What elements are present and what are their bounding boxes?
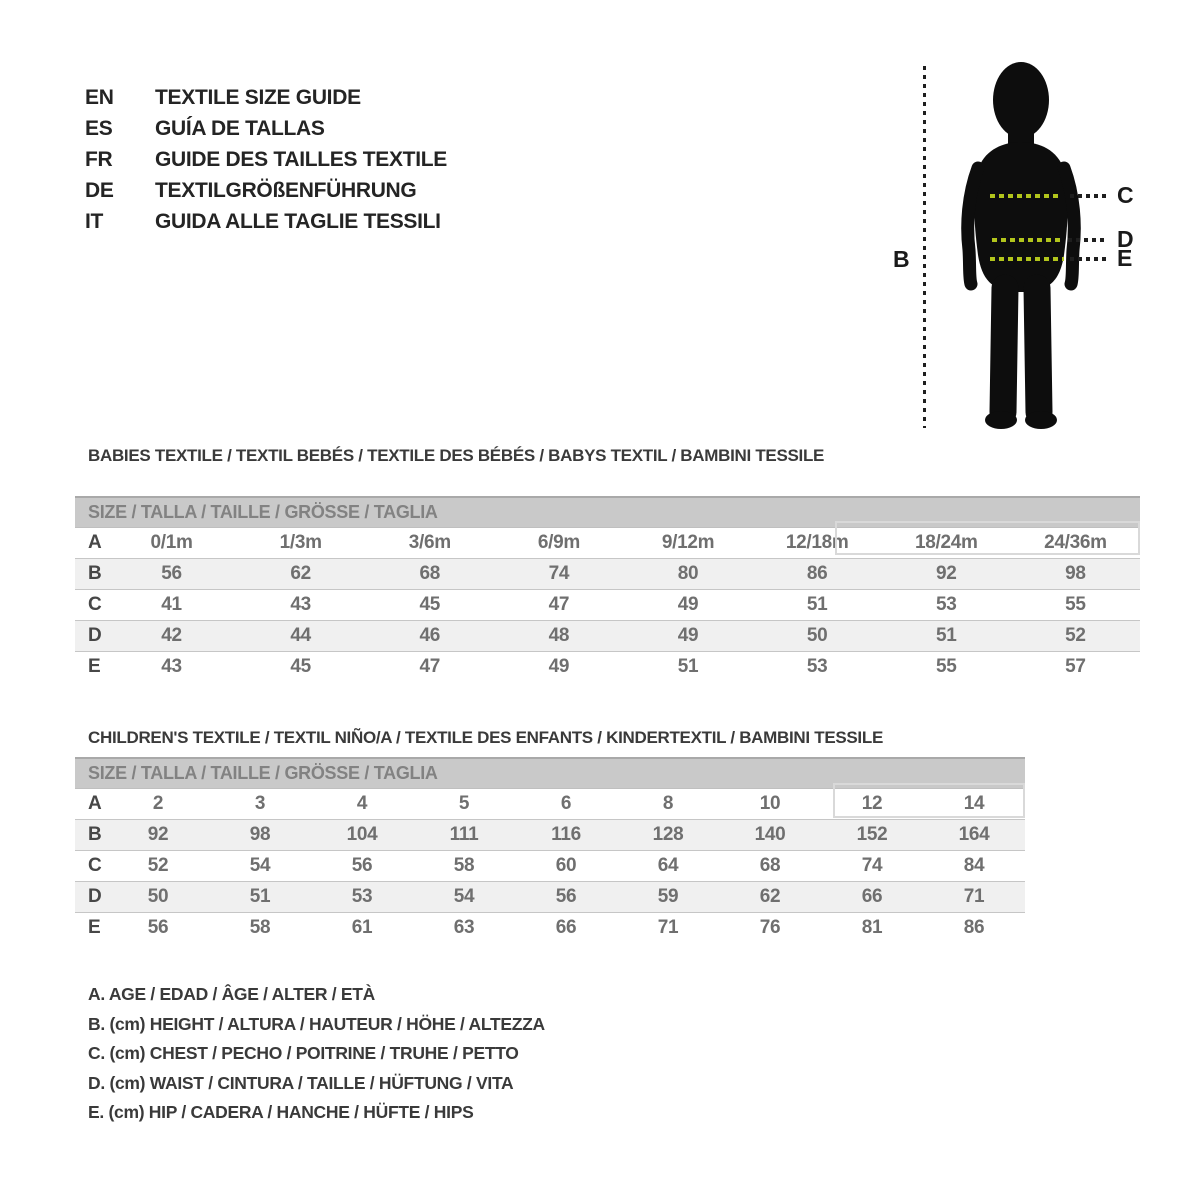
silhouette-right-leg [1037, 288, 1039, 412]
height-label: B [893, 246, 910, 272]
legend-item-chest: C. (cm) CHEST / PECHO / POITRINE / TRUHE / PETTO [88, 1043, 519, 1064]
measure-cell: 43 [161, 656, 182, 677]
measure-cell: 47 [548, 594, 570, 615]
size-cell: 6 [560, 793, 572, 814]
size-cell: 12/18m [785, 532, 849, 553]
hip-pointer-line [1070, 257, 1108, 261]
measure-cell: 41 [161, 594, 182, 615]
measure-cell: 92 [107, 820, 209, 851]
measure-cell: 56 [107, 559, 236, 590]
measure-cell: 48 [494, 621, 623, 652]
measure-cell: 51 [882, 621, 1011, 652]
measure-cell: 49 [624, 621, 753, 652]
measure-cell: 56 [351, 855, 373, 876]
row-label: A [88, 793, 102, 814]
measure-cell: 51 [677, 656, 699, 677]
measure-cell: 46 [365, 621, 494, 652]
measure-cell: 49 [548, 656, 570, 677]
child-silhouette [958, 60, 1086, 432]
silhouette-torso [974, 142, 1068, 292]
measure-cell: 68 [365, 559, 494, 590]
size-cell: 18/24m [914, 532, 978, 553]
measure-cell: 44 [236, 621, 365, 652]
measure-cell: 50 [107, 882, 209, 913]
table-row-age [75, 528, 1140, 559]
measure-cell: 55 [1065, 594, 1086, 615]
measure-cell: 58 [453, 855, 475, 876]
measure-cell: 45 [290, 656, 311, 677]
measure-cell: 49 [677, 594, 699, 615]
table-header: SIZE / TALLA / TAILLE / GRÖSSE / TAGLIA [75, 758, 1025, 789]
size-cell: 4 [356, 793, 368, 814]
silhouette-left-leg [1003, 288, 1005, 412]
measure-cell: 98 [1011, 559, 1140, 590]
measure-cell: 62 [236, 559, 365, 590]
measure-cell: 53 [311, 882, 413, 913]
babies-section-title: BABIES TEXTILE / TEXTIL BEBÉS / TEXTILE DES BÉBÉS / BABYS TEXTIL / BAMBINI TESSILE [88, 446, 825, 465]
measure-cell: 50 [753, 621, 882, 652]
measurement-legend [88, 980, 545, 1128]
table-row-height [75, 820, 1025, 851]
measure-cell: 58 [249, 917, 271, 938]
measure-cell: 56 [515, 882, 617, 913]
size-cell: 24/36m [1044, 532, 1107, 553]
measure-cell: 51 [209, 882, 311, 913]
measure-cell: 80 [624, 559, 753, 590]
legend-item-hip: E. (cm) HIP / CADERA / HANCHE / HÜFTE / HIPS [88, 1102, 474, 1123]
table-header-row [75, 758, 1025, 789]
language-code: EN [85, 85, 114, 109]
chest-measure-line [990, 194, 1062, 198]
size-cell: 3/6m [408, 532, 451, 553]
measure-cell: 152 [821, 820, 923, 851]
size-cell: 9/12m [661, 532, 715, 553]
measure-cell: 62 [719, 882, 821, 913]
measure-cell: 66 [555, 917, 577, 938]
measure-cell: 55 [936, 656, 957, 677]
row-label: E [88, 917, 101, 938]
table-row-age [75, 789, 1025, 820]
measure-cell: 140 [719, 820, 821, 851]
measure-cell: 116 [515, 820, 617, 851]
measure-cell: 52 [1011, 621, 1140, 652]
table-row-chest [75, 851, 1025, 882]
language-title: TEXTILGRÖßENFÜHRUNG [155, 178, 417, 202]
row-label: B [75, 559, 107, 590]
measure-cell: 86 [963, 917, 985, 938]
language-row-de [85, 175, 447, 206]
measure-cell: 111 [413, 820, 515, 851]
language-list [85, 82, 447, 237]
language-row-es [85, 113, 447, 144]
measure-cell: 42 [107, 621, 236, 652]
row-label: A [88, 532, 102, 553]
language-row-it [85, 206, 447, 237]
measure-cell: 45 [419, 594, 441, 615]
chest-label: C [1117, 182, 1134, 208]
row-label: B [75, 820, 107, 851]
hip-measure-line [990, 257, 1064, 261]
silhouette-right-foot [1025, 411, 1057, 429]
measure-cell: 92 [882, 559, 1011, 590]
size-cell: 12 [861, 793, 883, 814]
measure-cell: 52 [147, 855, 169, 876]
measure-cell: 164 [923, 820, 1025, 851]
table-row-waist [75, 621, 1140, 652]
measure-cell: 71 [657, 917, 679, 938]
table-row-height [75, 559, 1140, 590]
measure-cell: 53 [806, 656, 828, 677]
children-section-title: CHILDREN'S TEXTILE / TEXTIL NIÑO/A / TEXTILE DES ENFANTS / KINDERTEXTIL / BAMBINI TESSILE [88, 728, 883, 747]
hip-label: E [1117, 245, 1133, 271]
height-measure-line [923, 66, 926, 428]
measure-cell: 68 [759, 855, 781, 876]
measure-cell: 59 [617, 882, 719, 913]
measure-cell: 60 [555, 855, 577, 876]
measure-cell: 57 [1065, 656, 1086, 677]
measure-cell: 53 [936, 594, 957, 615]
measure-cell: 74 [861, 855, 883, 876]
measure-cell: 76 [759, 917, 781, 938]
measure-cell: 54 [413, 882, 515, 913]
measure-cell: 51 [806, 594, 828, 615]
waist-pointer-line [1068, 238, 1108, 242]
table-row-hip [75, 652, 1140, 683]
language-code: DE [85, 178, 114, 202]
language-row-fr [85, 144, 447, 175]
table-header-row [75, 497, 1140, 528]
measure-cell: 61 [351, 917, 373, 938]
language-title: TEXTILE SIZE GUIDE [155, 85, 361, 109]
measure-cell: 104 [311, 820, 413, 851]
waist-measure-line [992, 238, 1062, 242]
size-cell: 3 [254, 793, 266, 814]
row-label: E [88, 656, 101, 677]
waist-label: D [1117, 226, 1134, 252]
language-row-en [85, 82, 447, 113]
row-label: C [88, 855, 102, 876]
measure-cell: 54 [249, 855, 271, 876]
language-title: GUÍA DE TALLAS [155, 116, 325, 140]
language-title: GUIDE DES TAILLES TEXTILE [155, 147, 447, 171]
measure-cell: 98 [209, 820, 311, 851]
row-label: D [75, 882, 107, 913]
measure-cell: 66 [821, 882, 923, 913]
legend-item-waist: D. (cm) WAIST / CINTURA / TAILLE / HÜFTUNG / VITA [88, 1072, 514, 1093]
size-cell: 8 [662, 793, 674, 814]
size-cell: 5 [458, 793, 470, 814]
language-code: ES [85, 116, 113, 140]
size-cell: 0/1m [150, 532, 193, 553]
legend-item-age: A. AGE / EDAD / ÂGE / ALTER / ETÀ [88, 984, 375, 1005]
silhouette-left-foot [985, 411, 1017, 429]
table-header: SIZE / TALLA / TAILLE / GRÖSSE / TAGLIA [75, 497, 1140, 528]
chest-pointer-line [1070, 194, 1108, 198]
measure-cell: 63 [453, 917, 475, 938]
language-code: FR [85, 147, 113, 171]
measure-cell: 64 [657, 855, 679, 876]
measure-cell: 128 [617, 820, 719, 851]
measure-cell: 81 [861, 917, 883, 938]
legend-item-height: B. (cm) HEIGHT / ALTURA / HAUTEUR / HÖHE / ALTEZZA [88, 1013, 545, 1034]
measure-cell: 43 [290, 594, 311, 615]
table-row-chest [75, 590, 1140, 621]
measure-cell: 71 [923, 882, 1025, 913]
size-cell: 14 [963, 793, 985, 814]
table-row-hip [75, 913, 1025, 944]
babies-size-table [75, 496, 1140, 682]
size-cell: 2 [152, 793, 164, 814]
language-code: IT [85, 209, 104, 233]
table-row-waist [75, 882, 1025, 913]
row-label: D [75, 621, 107, 652]
measure-cell: 86 [753, 559, 882, 590]
measure-cell: 74 [494, 559, 623, 590]
measure-cell: 47 [419, 656, 441, 677]
size-cell: 6/9m [537, 532, 580, 553]
children-size-table [75, 757, 1025, 943]
size-cell: 1/3m [279, 532, 322, 553]
language-title: GUIDA ALLE TAGLIE TESSILI [155, 209, 441, 233]
size-cell: 10 [759, 793, 781, 814]
measure-cell: 56 [147, 917, 169, 938]
row-label: C [88, 594, 102, 615]
measure-cell: 84 [963, 855, 985, 876]
